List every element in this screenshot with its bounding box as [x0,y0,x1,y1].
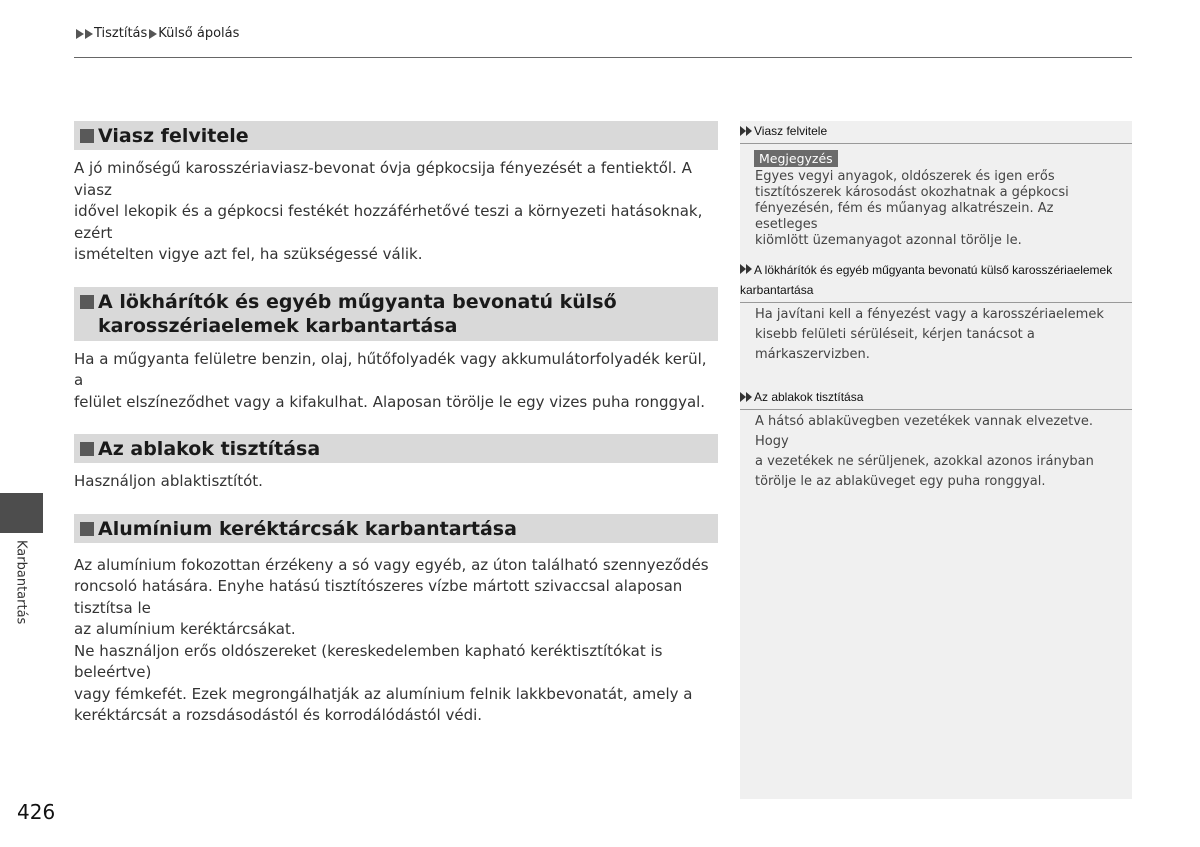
heading-line: A lökhárítók és egyéb műgyanta bevonatú külső karosszériaelemek [754,263,1113,277]
note-label: Megjegyzés [754,150,838,167]
title-line: karosszériaelemek karbantartása [98,314,458,337]
text-line: fényezésén, fém és műanyag alkatrészein. Az esetleges [755,201,1054,232]
text-line: Ne használjon erős oldószereket (kereskedelemben kapható keréktisztítókat is beleértve) [74,641,663,681]
arrow-icon [149,29,157,39]
section-title: Viasz felvitele [98,125,249,147]
section-body [74,349,718,414]
text-line: Ha javítani kell a fényezést vagy a karosszériaelemek [755,307,1104,322]
double-arrow-icon [740,264,752,274]
sidebar-heading-windows[interactable] [740,387,1132,410]
heading-line: karbantartása [740,283,814,297]
main-content [74,121,718,727]
text-line: Egyes vegyi anyagok, oldószerek és igen erős [755,169,1055,184]
sidebar-heading-text: Viasz felvitele [754,124,828,138]
chapter-tab [0,493,43,533]
section-body [74,158,718,266]
arrow-icon [85,29,93,39]
sidebar-body [740,410,1132,492]
square-bullet-icon [80,129,94,143]
section-heading-windows [74,434,718,463]
section-body [74,555,718,727]
text-line: az alumínium keréktárcsákat. [74,620,296,638]
text-line: keréktárcsát a rozsdásodástól és korrodálódástól védi. [74,706,483,724]
sidebar-heading-bumpers[interactable] [740,259,1132,303]
text-line: felület elszíneződhet vagy a kifakulhat. Alaposan törölje le egy vizes puha ronggyal. [74,392,706,411]
section-heading-wax [74,121,718,150]
text-line: kiömlött üzemanyagot azonnal törölje le. [755,233,1022,248]
text-line: törölje le az ablaküveget egy puha ronggyal. [755,474,1046,489]
breadcrumb [76,26,239,41]
sidebar-heading-text: Az ablakok tisztítása [754,390,864,404]
sidebar-notes [740,121,1132,799]
breadcrumb-item-tisztitas[interactable]: Tisztítás [94,26,148,41]
text-line: tisztítószerek károsodást okozhatnak a gépkocsi [755,185,1069,200]
text-line: A jó minőségű karosszériaviasz-bevonat óvja gépkocsija fényezését a fentiektől. A viasz [74,159,692,199]
square-bullet-icon [80,522,94,536]
section-title: Alumínium keréktárcsák karbantartása [98,517,517,540]
text-line: Ha a műgyanta felületre benzin, olaj, hűtőfolyadék vagy akkumulátorfolyadék kerül, a [74,349,707,389]
title-line: A lökhárítók és egyéb műgyanta bevonatú külső [98,290,617,313]
text-line: a vezetékek ne sérüljenek, azokkal azonos irányban [755,454,1094,469]
arrow-icon [76,29,84,39]
section-title: Az ablakok tisztítása [98,438,321,460]
text-line: roncsoló hatására. Enyhe hatású tisztítószeres vízbe mártott szivaccsal alaposan tisztítsa le [74,577,683,617]
text-line: idővel lekopik és a gépkocsi festékét hozzáférhetővé teszi a környezeti hatásoknak, ezért [74,202,703,242]
sidebar-body [740,303,1132,365]
text-line: A hátsó ablaküvegben vezetékek vannak elvezetve. Hogy [755,414,1094,449]
square-bullet-icon [80,442,94,456]
text-line: ismételten vigye azt fel, ha szükségessé válik. [74,245,423,263]
text-line: vagy fémkefét. Ezek megrongálhatják az alumínium felnik lakkbevonatát, amely a [74,684,693,703]
section-heading-alloy-wheels [74,514,718,543]
text-line: Az alumínium fokozottan érzékeny a só vagy egyéb, az úton található szennyeződés [74,555,709,574]
section-body [74,471,718,493]
sidebar-heading-wax[interactable] [740,121,1132,144]
text-line: kisebb felületi sérüléseit, kérjen tanácsot a [755,327,1035,342]
square-bullet-icon [80,295,94,309]
sidebar-heading-text [740,260,1113,300]
header-divider [74,57,1132,58]
page-number: 426 [17,800,56,824]
section-heading-bumpers [74,287,718,341]
double-arrow-icon [740,126,752,136]
text-line: Használjon ablaktisztítót. [74,472,263,490]
double-arrow-icon [740,392,752,402]
note-body [740,169,1132,249]
chapter-tab-label: Karbantartás [13,540,29,625]
text-line: márkaszervizben. [755,347,870,362]
section-title [98,290,617,338]
breadcrumb-item-kulso-apolas[interactable]: Külső ápolás [158,26,240,41]
